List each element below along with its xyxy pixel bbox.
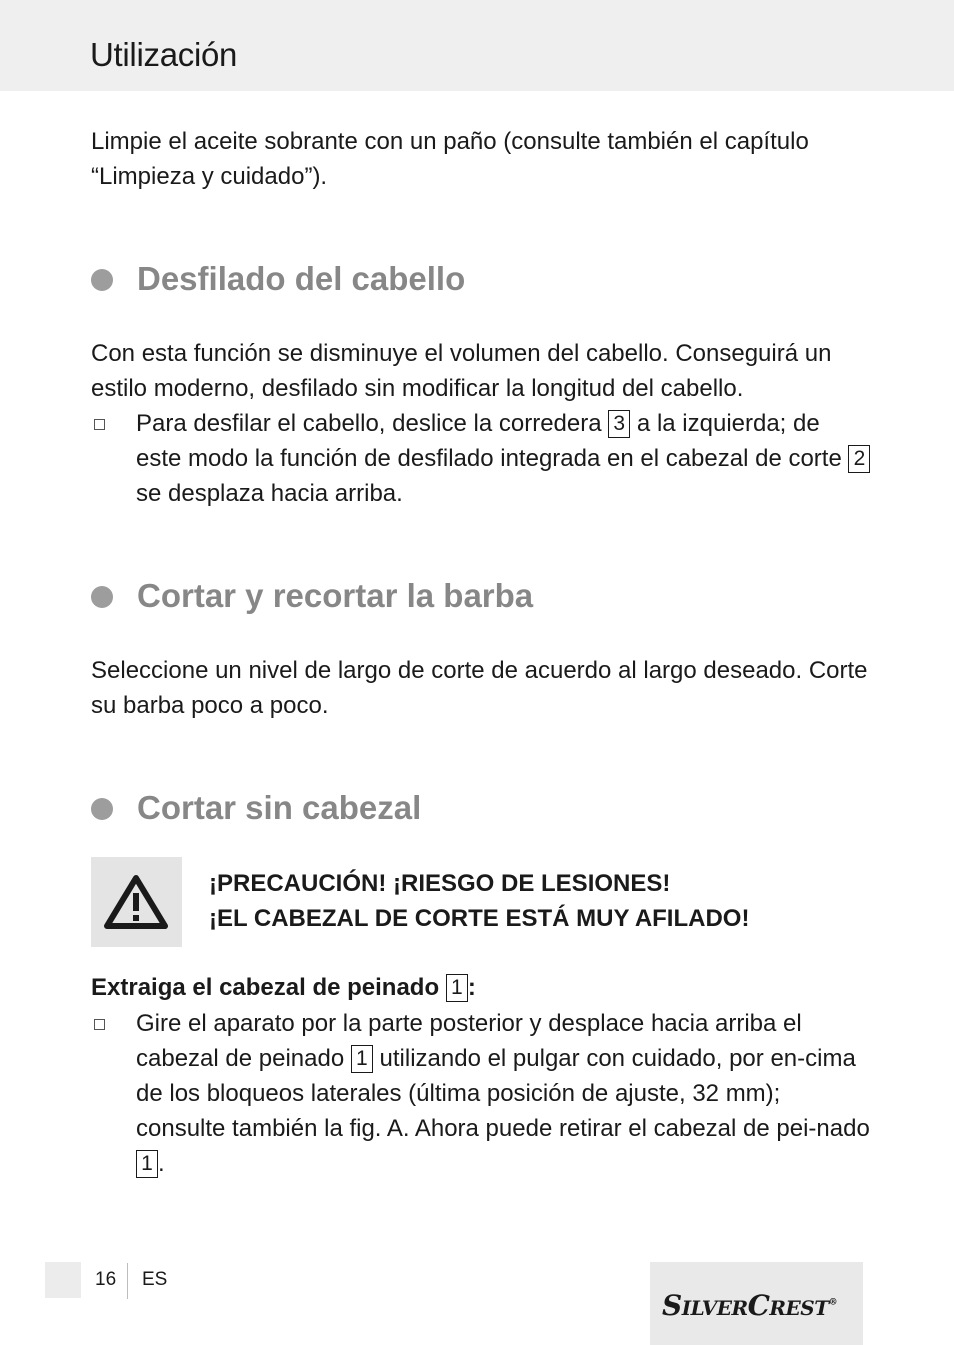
- section-heading-label: Desfilado del cabello: [137, 260, 466, 297]
- part-reference: 3: [608, 410, 630, 438]
- step-checkbox-icon: [94, 419, 105, 430]
- step-text-part: se desplaza hacia arriba.: [136, 480, 403, 507]
- section-bullet-icon: [91, 798, 113, 820]
- section-paragraph: Seleccione un nivel de largo de corte de acuerdo al largo deseado. Corte su barba poco a poco.: [91, 657, 868, 719]
- step-checkbox-icon: [94, 1019, 105, 1030]
- intro-paragraph: Limpie el aceite sobrante con un paño (consulte también el capítulo “Limpieza y cuidado”).: [91, 128, 809, 190]
- section-heading-label: Cortar y recortar la barba: [137, 577, 534, 614]
- language-code: ES: [142, 1269, 168, 1290]
- page-title: Utilización: [90, 36, 238, 73]
- section-bullet-icon: [91, 586, 113, 608]
- part-reference: 1: [136, 1150, 158, 1178]
- brand-logo-box: [650, 1262, 863, 1345]
- step-text: [136, 406, 871, 511]
- warning-box: [91, 857, 182, 947]
- step-text-part: a la izquierda; de este modo la función de desfilado integrada en el cabezal de corte: [136, 410, 842, 472]
- footer-tab: [45, 1262, 81, 1298]
- part-reference: 2: [848, 445, 870, 473]
- section-bullet-icon: [91, 269, 113, 291]
- step-item: [91, 406, 871, 511]
- brand-logo: [662, 1289, 837, 1322]
- page-number: 16: [95, 1269, 117, 1290]
- warning-line: ¡EL CABEZAL DE CORTE ESTÁ MUY AFILADO!: [209, 905, 750, 932]
- step-text-part: utilizando el pulgar con cuidado, por en-cima de los bloqueos laterales (última posición de ajuste, 32 mm); consulte también la fig. A. Ahora puede retirar el cabezal de pei-nado: [136, 1045, 870, 1142]
- warning-text: [209, 866, 749, 936]
- step-text-part: Para desfilar el cabello, deslice la corredera: [136, 410, 602, 437]
- footer-divider: [127, 1263, 128, 1299]
- step-text-part: .: [158, 1150, 165, 1177]
- step-text: [136, 1006, 871, 1181]
- brand-name: SilverCrest: [662, 1289, 829, 1322]
- part-reference: 1: [446, 974, 468, 1002]
- warning-triangle-icon: [103, 874, 169, 930]
- warning-line: ¡PRECAUCIÓN! ¡RIESGO DE LESIONES!: [209, 870, 671, 897]
- part-reference: 1: [351, 1045, 373, 1073]
- trademark-symbol: ®: [828, 1297, 838, 1308]
- subheading-suffix: :: [467, 974, 476, 1001]
- step-item: [91, 1006, 871, 1181]
- section-paragraph: Con esta función se disminuye el volumen del cabello. Conseguirá un estilo moderno, desfilado sin modificar la longitud del cabello.: [91, 340, 832, 402]
- step-text-part: Gire el aparato por la parte posterior y desplace hacia arriba el cabezal de peinado: [136, 1010, 802, 1072]
- section-heading-label: Cortar sin cabezal: [137, 789, 422, 826]
- subheading-text: Extraiga el cabezal de peinado: [91, 974, 440, 1001]
- subheading: [91, 970, 476, 1005]
